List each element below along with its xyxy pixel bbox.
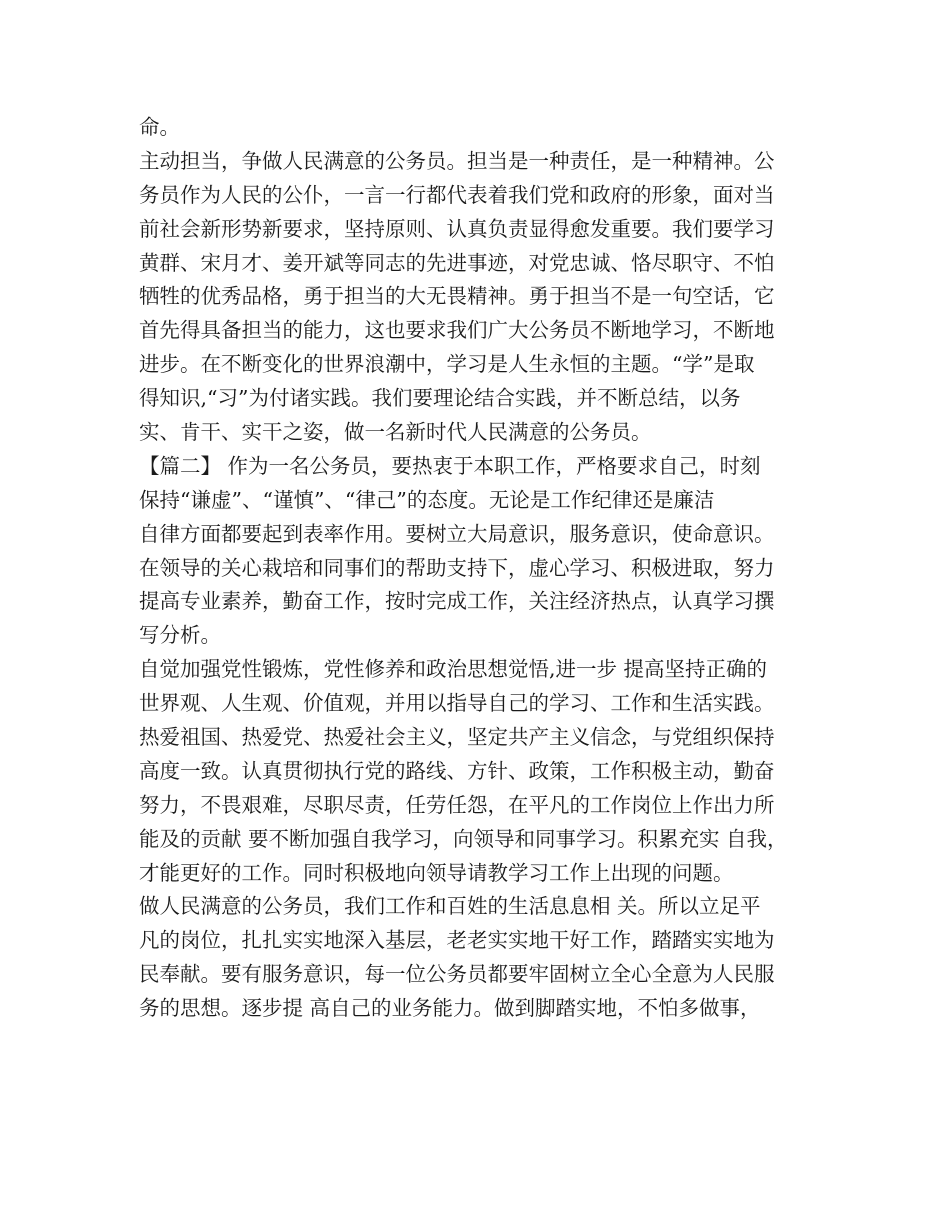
text-line: 努力，不畏艰难，尽职尽责，任劳任怨，在平凡的工作岗位上作出力所	[139, 792, 775, 817]
text-line: 命。	[139, 115, 180, 139]
text-line: 自觉加强党性锻炼，党性修养和政治思想觉悟,进一步 提高坚持正确的	[139, 657, 768, 682]
text-line: 得知识,“习”为付诸实践。我们要理论结合实践，并不断总结，以务	[139, 386, 741, 411]
text-line: 实、肯干、实干之姿，做一名新时代人民满意的公务员。	[139, 420, 652, 445]
body-text	[139, 111, 819, 1026]
text-line: 做人民满意的公务员，我们工作和百姓的生活息息相 关。所以立足平	[139, 894, 761, 919]
text-line: 凡的岗位，扎扎实实地深入基层，老老实实地干好工作，踏踏实实地为	[139, 928, 775, 953]
text-line: 提高专业素养，勤奋工作，按时完成工作，关注经济热点，认真学习撰	[139, 589, 775, 614]
text-line: 进步。在不断变化的世界浪潮中，学习是人生永恒的主题。“学”是取	[139, 352, 755, 377]
text-line: 民奉献。要有服务意识，每一位公务员都要牢固树立全心全意为人民服	[139, 962, 775, 987]
text-line: 自律方面都要起到表率作用。要树立大局意识，服务意识，使命意识。	[139, 521, 775, 546]
text-line: 首先得具备担当的能力，这也要求我们广大公务员不断地学习，不断地	[139, 318, 775, 343]
text-line: 务员作为人民的公仆，一言一行都代表着我们党和政府的形象，面对当	[139, 182, 775, 207]
text-line: 黄群、宋月才、姜开斌等同志的先进事迹，对党忠诚、恪尽职守、不怕	[139, 250, 775, 275]
text-line: 能及的贡献 要不断加强自我学习，向领导和同事学习。积累充实 自我，	[139, 826, 788, 851]
text-line: 热爱祖国、热爱党、热爱社会主义，坚定共产主义信念，与党组织保持	[139, 725, 775, 750]
text-line: 务的思想。逐步提 高自己的业务能力。做到脚踏实地，不怕多做事，	[139, 996, 761, 1021]
text-line: 才能更好的工作。同时积极地向领导请教学习工作上出现的问题。	[139, 860, 734, 885]
text-line: 高度一致。认真贯彻执行党的路线、方针、政策，工作积极主动，勤奋	[139, 758, 775, 783]
text-line: 保持“谦虚”、“谨慎”、“律己”的态度。无论是工作纪律还是廉洁	[139, 487, 715, 512]
text-line: 主动担当，争做人民满意的公务员。担当是一种责任，是一种精神。公	[139, 148, 775, 173]
text-line: 前社会新形势新要求，坚持原则、认真负责显得愈发重要。我们要学习	[139, 216, 775, 241]
text-line: 世界观、人生观、价值观，并用以指导自己的学习、工作和生活实践。	[139, 691, 775, 716]
text-line: 写分析。	[139, 623, 221, 648]
text-line: 牺牲的优秀品格，勇于担当的大无畏精神。勇于担当不是一句空话，它	[139, 284, 775, 309]
text-line: 在领导的关心栽培和同事们的帮助支持下，虚心学习、积极进取，努力	[139, 555, 775, 580]
section-heading-line: 【篇二】 作为一名公务员，要热衷于本职工作，严格要求自己，时刻	[139, 453, 761, 478]
